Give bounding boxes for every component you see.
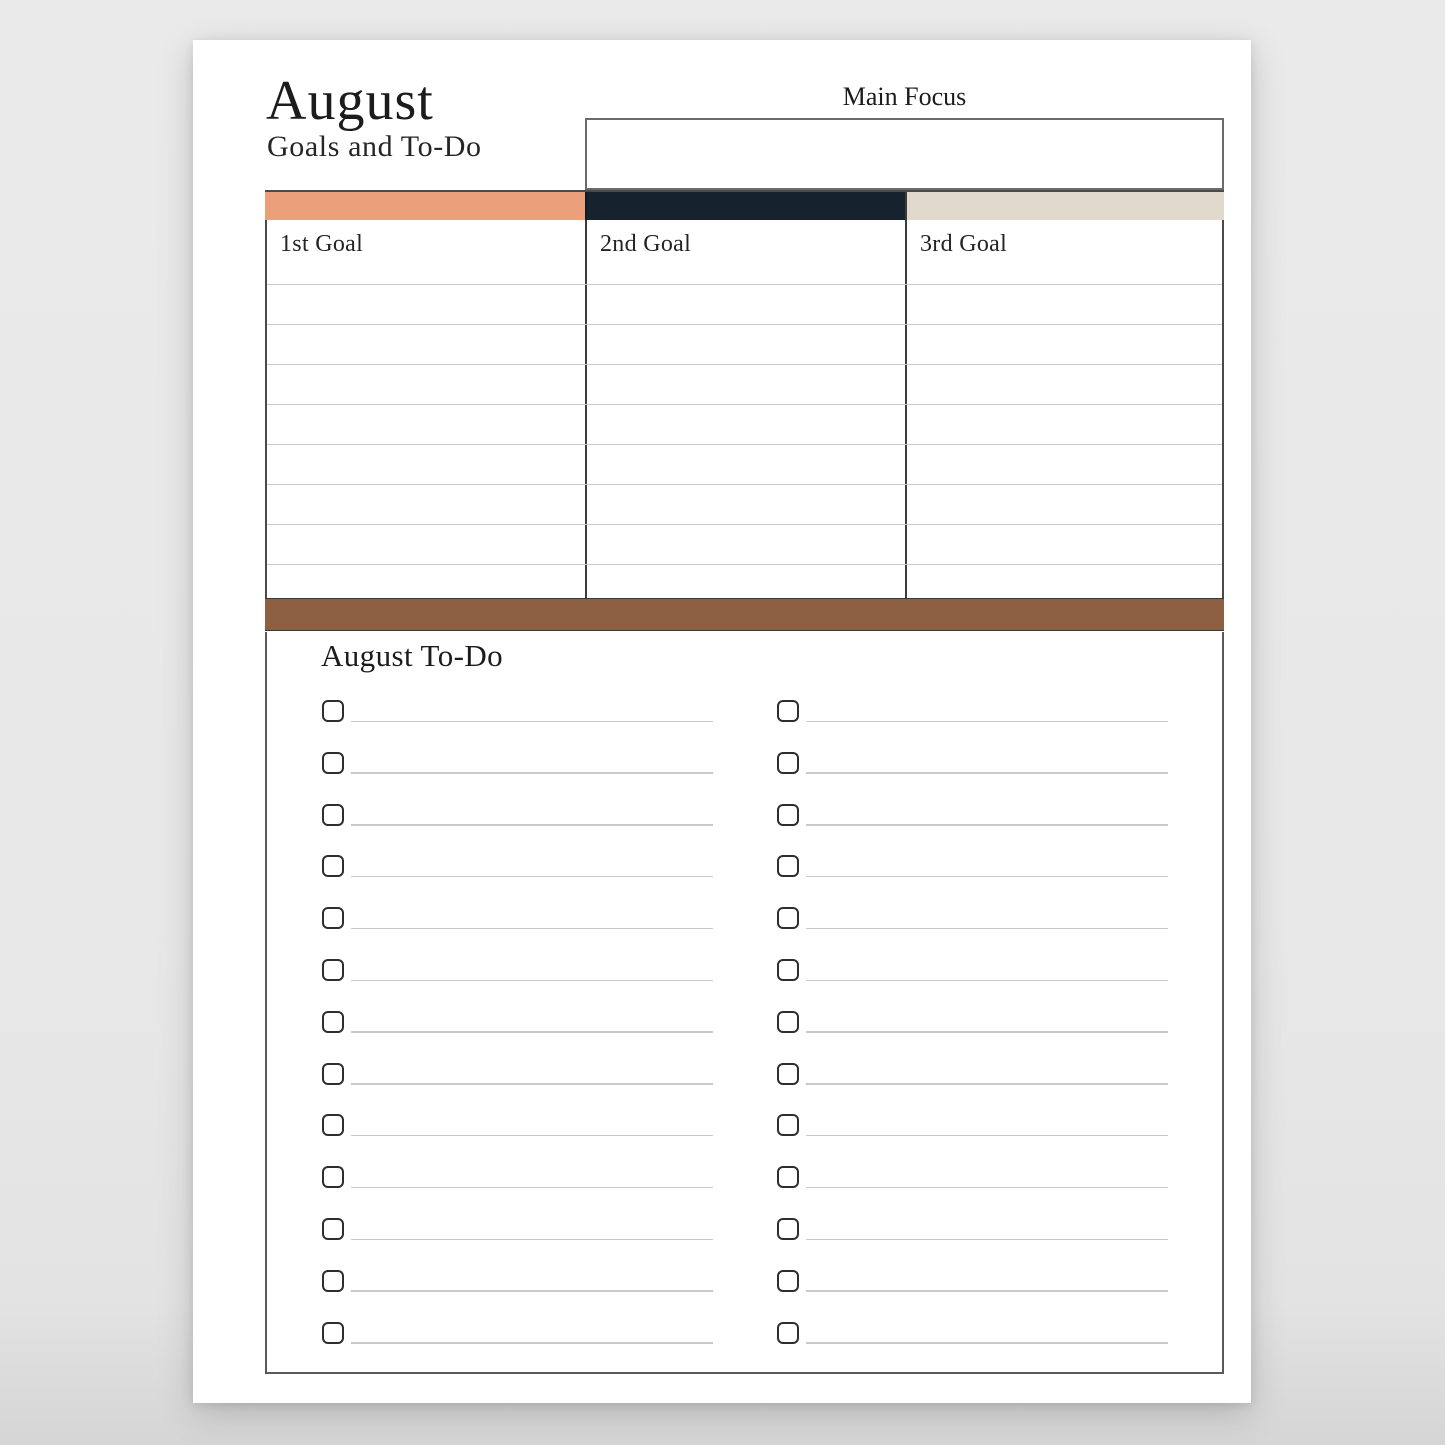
todo-checkbox[interactable] bbox=[322, 752, 344, 774]
goal-rule-line bbox=[267, 524, 1222, 525]
todo-line bbox=[351, 980, 713, 982]
goal-color-bar bbox=[265, 190, 1224, 222]
todo-checkbox[interactable] bbox=[322, 959, 344, 981]
goal-column-header-3: 3rd Goal bbox=[920, 231, 1008, 257]
todo-line bbox=[351, 772, 713, 774]
goal1-color-segment bbox=[265, 192, 585, 220]
todo-line bbox=[806, 1031, 1168, 1033]
todo-checkbox[interactable] bbox=[322, 1114, 344, 1136]
todo-line bbox=[806, 876, 1168, 878]
month-title: August bbox=[266, 70, 434, 132]
todo-checkbox[interactable] bbox=[777, 1218, 799, 1240]
todo-line bbox=[351, 1342, 713, 1344]
todo-checkbox[interactable] bbox=[777, 752, 799, 774]
todo-checkbox[interactable] bbox=[777, 1270, 799, 1292]
main-focus-box bbox=[585, 118, 1224, 190]
todo-checkbox[interactable] bbox=[777, 700, 799, 722]
todo-checkbox[interactable] bbox=[777, 1166, 799, 1188]
todo-checkbox[interactable] bbox=[777, 1063, 799, 1085]
todo-line bbox=[351, 1135, 713, 1137]
todo-line bbox=[806, 928, 1168, 930]
todo-checkbox[interactable] bbox=[777, 1322, 799, 1344]
goal-rule-line bbox=[267, 564, 1222, 565]
goal-rule-line bbox=[267, 364, 1222, 365]
todo-checkbox[interactable] bbox=[322, 1063, 344, 1085]
todo-checkbox[interactable] bbox=[777, 1114, 799, 1136]
todo-checkbox[interactable] bbox=[322, 855, 344, 877]
todo-checkbox[interactable] bbox=[777, 1011, 799, 1033]
todo-line bbox=[806, 1342, 1168, 1344]
goal-column-divider bbox=[585, 220, 587, 598]
todo-line bbox=[351, 1239, 713, 1241]
todo-checkbox[interactable] bbox=[322, 1322, 344, 1344]
todo-line bbox=[351, 824, 713, 826]
todo-line bbox=[806, 772, 1168, 774]
todo-checkbox[interactable] bbox=[322, 1218, 344, 1240]
todo-checkbox[interactable] bbox=[777, 907, 799, 929]
todo-line bbox=[351, 876, 713, 878]
todo-checkbox[interactable] bbox=[322, 700, 344, 722]
todo-checkbox[interactable] bbox=[322, 1166, 344, 1188]
goal-rule-line bbox=[267, 284, 1222, 285]
todo-checkbox[interactable] bbox=[777, 959, 799, 981]
goal-rule-line bbox=[267, 404, 1222, 405]
goal-rule-line bbox=[267, 444, 1222, 445]
goal-column-divider bbox=[905, 220, 907, 598]
todo-checkbox[interactable] bbox=[322, 1011, 344, 1033]
goal-rule-line bbox=[267, 484, 1222, 485]
todo-line bbox=[806, 824, 1168, 826]
todo-line bbox=[806, 980, 1168, 982]
todo-section bbox=[265, 632, 1224, 1374]
todo-line bbox=[351, 928, 713, 930]
todo-line bbox=[806, 721, 1168, 723]
goal-column-header-2: 2nd Goal bbox=[600, 231, 692, 257]
page-subtitle: Goals and To-Do bbox=[267, 130, 482, 163]
goal-rule-line bbox=[267, 324, 1222, 325]
todo-checkbox[interactable] bbox=[322, 907, 344, 929]
goal2-color-segment bbox=[585, 192, 905, 220]
todo-line bbox=[806, 1290, 1168, 1292]
todo-line bbox=[351, 1290, 713, 1292]
todo-line bbox=[806, 1239, 1168, 1241]
planner-page bbox=[193, 40, 1251, 1403]
todo-checkbox[interactable] bbox=[322, 1270, 344, 1292]
todo-line bbox=[351, 1083, 713, 1085]
todo-heading: August To-Do bbox=[321, 638, 504, 673]
todo-checkbox[interactable] bbox=[777, 855, 799, 877]
todo-checkbox[interactable] bbox=[777, 804, 799, 826]
todo-checkbox[interactable] bbox=[322, 804, 344, 826]
todo-line bbox=[806, 1083, 1168, 1085]
goal-column-header-1: 1st Goal bbox=[280, 231, 364, 257]
todo-line bbox=[806, 1187, 1168, 1189]
todo-line bbox=[351, 721, 713, 723]
main-focus-label: Main Focus bbox=[842, 82, 967, 111]
todo-line bbox=[806, 1135, 1168, 1137]
goal-table bbox=[265, 220, 1224, 598]
todo-line bbox=[351, 1187, 713, 1189]
goal3-color-segment bbox=[905, 192, 1224, 220]
todo-line bbox=[351, 1031, 713, 1033]
section-divider-bar bbox=[265, 598, 1224, 631]
